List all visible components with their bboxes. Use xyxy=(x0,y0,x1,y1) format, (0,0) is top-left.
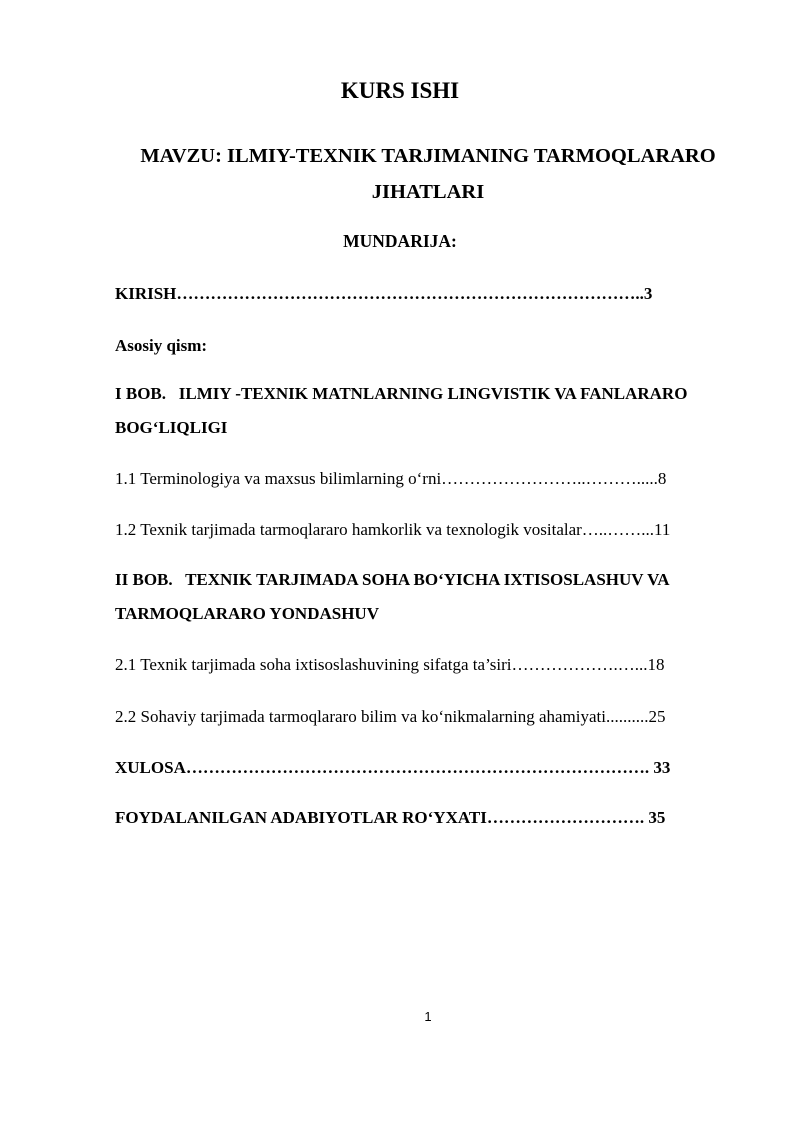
toc-chapter-1: I BOB. ILMIY -TEXNIK MATNLARNING LINGVISTIK VA FANLARARO BOG‘LIQLIGI xyxy=(115,384,692,437)
page-number: 1 xyxy=(424,1009,432,1024)
toc-entry-section-2-2: 2.2 Sohaviy tarjimada tarmoqlararo bilim va ko‘nikmalarning ahamiyati..........25 xyxy=(115,707,666,726)
toc-entry-intro: KIRISH………………………………………………………………………..3 xyxy=(115,284,653,303)
toc-entry-references: FOYDALANILGAN ADABIYOTLAR RO‘YXATI………………………. 35 xyxy=(115,808,666,827)
toc-entry-section-1-2: 1.2 Texnik tarjimada tarmoqlararo hamkorlik va texnologik vositalar…..……...11 xyxy=(115,520,671,539)
toc-entry-section-1-1: 1.1 Terminologiya va maxsus bilimlarning o‘rni……………………..……….....8 xyxy=(115,469,667,488)
toc-chapter-2: II BOB. TEXNIK TARJIMADA SOHA BO‘YICHA IXTISOSLASHUV VA TARMOQLARARO YONDASHUV xyxy=(115,570,673,623)
document-topic: MAVZU: ILMIY-TEXNIK TARJIMANING TARMOQLARARO JIHATLARI xyxy=(140,145,716,203)
toc-entry-conclusion: XULOSA………………………………………………………………………. 33 xyxy=(115,758,671,777)
toc-heading: MUNDARIJA: xyxy=(343,231,457,251)
toc-entry-section-2-1: 2.1 Texnik tarjimada soha ixtisoslashuvining sifatga ta’siri……………….…...18 xyxy=(115,655,665,674)
toc-main-part-label: Asosiy qism: xyxy=(115,336,208,355)
document-title: KURS ISHI xyxy=(340,78,460,103)
